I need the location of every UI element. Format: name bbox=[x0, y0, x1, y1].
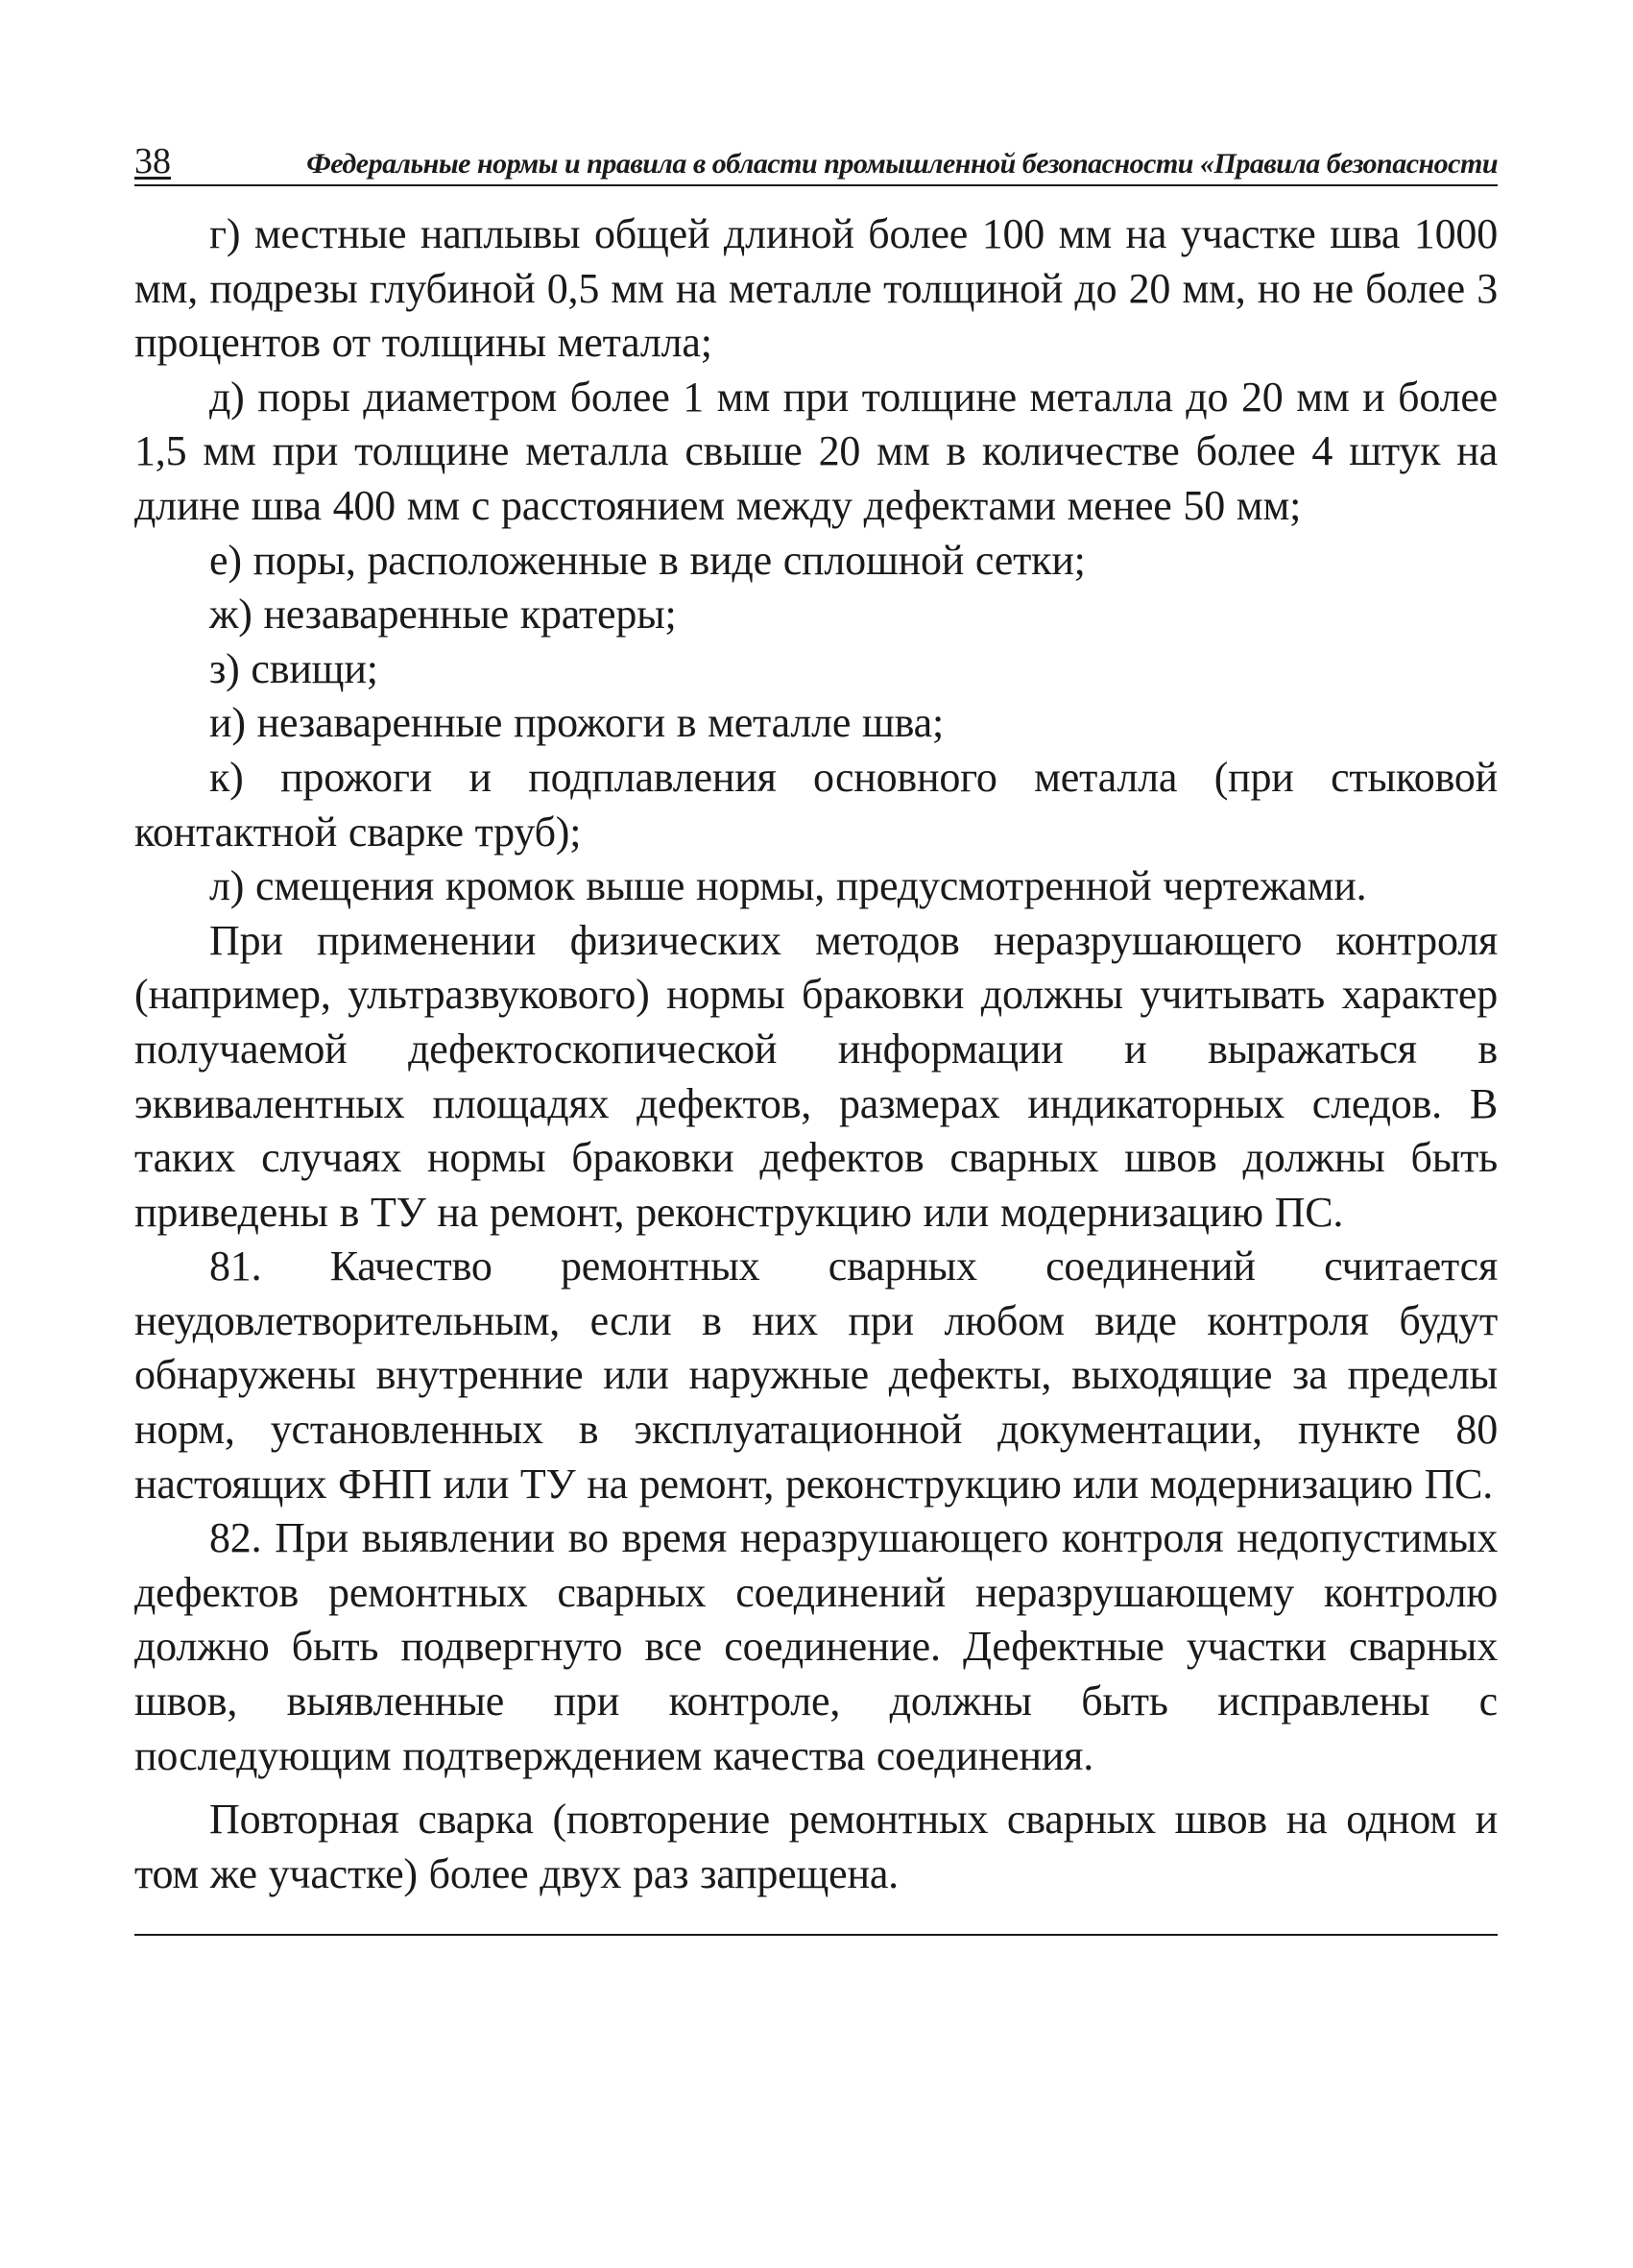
paragraph-item-l: л) смещения кромок выше нормы, предусмотренной чертежами. bbox=[209, 862, 1367, 910]
paragraph-item-k: к) прожоги и подплавления основного металла (при стыковой контактной сварке труб); bbox=[134, 753, 1498, 856]
paragraph-item-e: е) поры, расположенные в виде сплошной сетки; bbox=[209, 536, 1086, 584]
document-page bbox=[134, 133, 1498, 1936]
body-text bbox=[134, 207, 1498, 1901]
paragraph-item-zh: ж) незаваренные кратеры; bbox=[209, 591, 677, 639]
page-number: 38 bbox=[134, 141, 171, 181]
paragraph-clause-82: 82. При выявлении во время неразрушающего контроля недопустимых дефектов ремонтных сварных соединений неразрушающему контролю должно быть подвергнуто все соединение. Дефектные участки сварных швов, выявленные при контроле, должны быть исправлены с последующим подтверждением качества соединения. bbox=[134, 1514, 1498, 1779]
running-header bbox=[134, 133, 1498, 186]
paragraph-item-i: и) незаваренные прожоги в металле шва; bbox=[209, 699, 945, 747]
paragraph-physical-methods: При применении физических методов неразрушающего контроля (например, ультразвукового) нормы браковки должны учитывать характер получаемой дефектоскопической информации и выражаться в эквивалентных площадях дефектов, размерах индикаторных следов. В таких случаях нормы браковки дефектов сварных швов должны быть приведены в ТУ на ремонт, реконструкцию или модернизацию ПС. bbox=[134, 916, 1498, 1236]
paragraph-item-g: г) местные наплывы общей длиной более 100 мм на участке шва 1000 мм, подрезы глубиной 0,5 мм на металле толщиной до 20 мм, но не более 3 процентов от толщины металла; bbox=[134, 210, 1498, 367]
paragraph-repeat-welding: Повторная сварка (повторение ремонтных сварных швов на одном и том же участке) более двух раз запрещена. bbox=[134, 1796, 1498, 1897]
paragraph-item-z: з) свищи; bbox=[209, 644, 378, 692]
end-divider bbox=[134, 1934, 1498, 1936]
paragraph-clause-81: 81. Качество ремонтных сварных соединений считается неудовлетворительным, если в них при любом виде контроля будут обнаружены внутренние или наружные дефекты, выходящие за пределы норм, установленных в эксплуатационной документации, пункте 80 настоящих ФНП или ТУ на ремонт, реконструкцию или модернизацию ПС. bbox=[134, 1243, 1498, 1508]
running-title: Федеральные нормы и правила в области промышленной безопасности «Правила безопасности bbox=[306, 148, 1498, 180]
paragraph-item-d: д) поры диаметром более 1 мм при толщине металла до 20 мм и более 1,5 мм при толщине металла свыше 20 мм в количестве более 4 штук на длине шва 400 мм с расстоянием между дефектами менее 50 мм; bbox=[134, 373, 1498, 529]
